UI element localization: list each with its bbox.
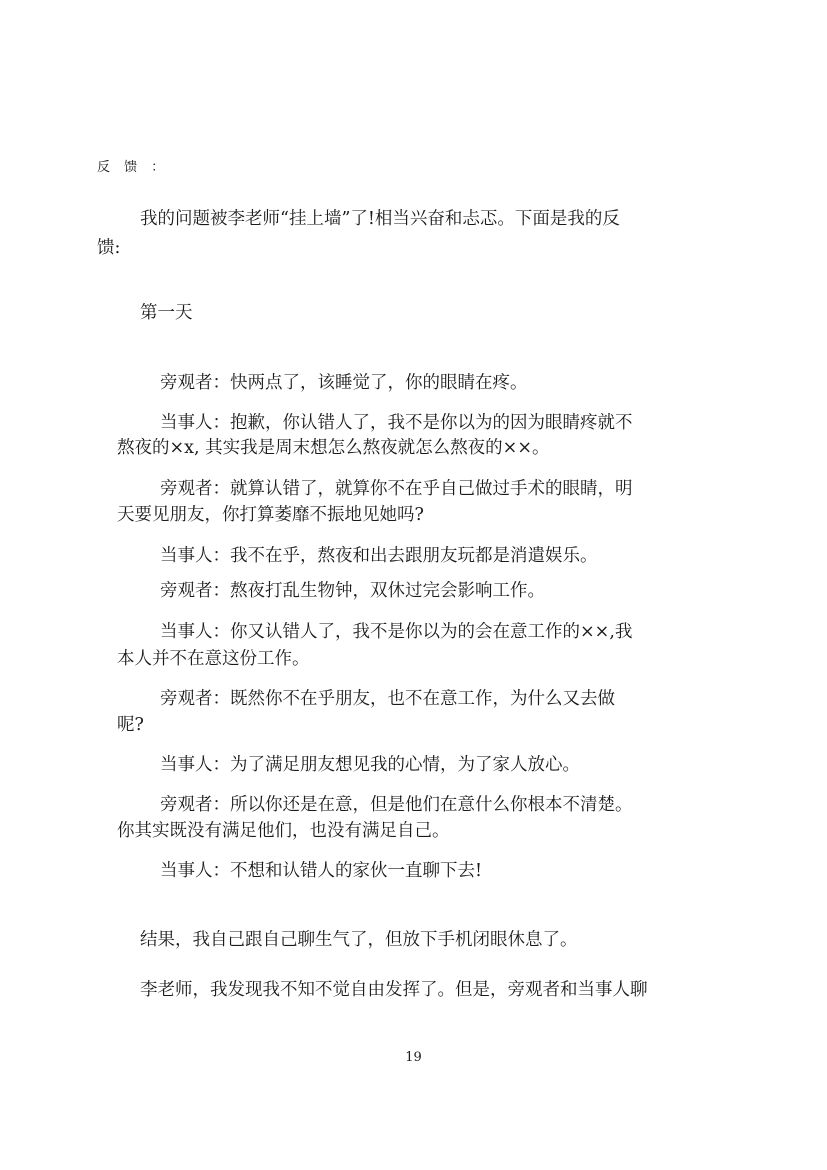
dialogue-line: 旁观者：就算认错了，就算你不在乎自己做过手术的眼睛，明	[160, 479, 633, 499]
intro-line-1: 我的问题被李老师“挂上墙”了!相当兴奋和忐忑。下面是我的反	[140, 209, 620, 229]
dialogue-line: 当事人：不想和认错人的家伙一直聊下去!	[160, 861, 483, 881]
dialogue-line: 当事人：为了满足朋友想见我的心情，为了家人放心。	[160, 755, 580, 775]
dialogue-line: 当事人：我不在乎，熬夜和出去跟朋友玩都是消遣娱乐。	[160, 546, 598, 566]
day-heading: 第一天	[140, 303, 193, 323]
dialogue-line: 当事人：抱歉，你认错人了，我不是你以为的因为眼睛疼就不	[160, 413, 633, 433]
closing-line-1: 结果，我自己跟自己聊生气了，但放下手机闭眼休息了。	[140, 930, 578, 950]
dialogue-line: 旁观者：快两点了，该睡觉了，你的眼睛在疼。	[160, 373, 528, 393]
dialogue-line: 当事人：你又认错人了，我不是你以为的会在意工作的××,我	[160, 622, 633, 642]
dialogue-line: 本人并不在意这份工作。	[117, 649, 310, 669]
dialogue-line: 天要见朋友，你打算萎靡不振地见她吗?	[117, 505, 424, 525]
intro-line-2: 馈:	[97, 238, 121, 258]
section-label: 反 馈 ：	[97, 160, 170, 175]
dialogue-line: 你其实既没有满足他们，也没有满足自己。	[117, 821, 450, 841]
page-number: 19	[405, 1050, 422, 1065]
dialogue-line: 旁观者：所以你还是在意，但是他们在意什么你根本不清楚。	[160, 795, 633, 815]
dialogue-line: 旁观者：熬夜打乱生物钟，双休过完会影响工作。	[160, 581, 545, 601]
closing-line-2: 李老师，我发现我不知不觉自由发挥了。但是，旁观者和当事人聊	[140, 980, 648, 1000]
dialogue-line: 旁观者：既然你不在乎朋友，也不在意工作，为什么又去做	[160, 689, 615, 709]
dialogue-line: 呢?	[117, 715, 144, 735]
dialogue-line: 熬夜的×x, 其实我是周末想怎么熬夜就怎么熬夜的××。	[117, 438, 550, 458]
